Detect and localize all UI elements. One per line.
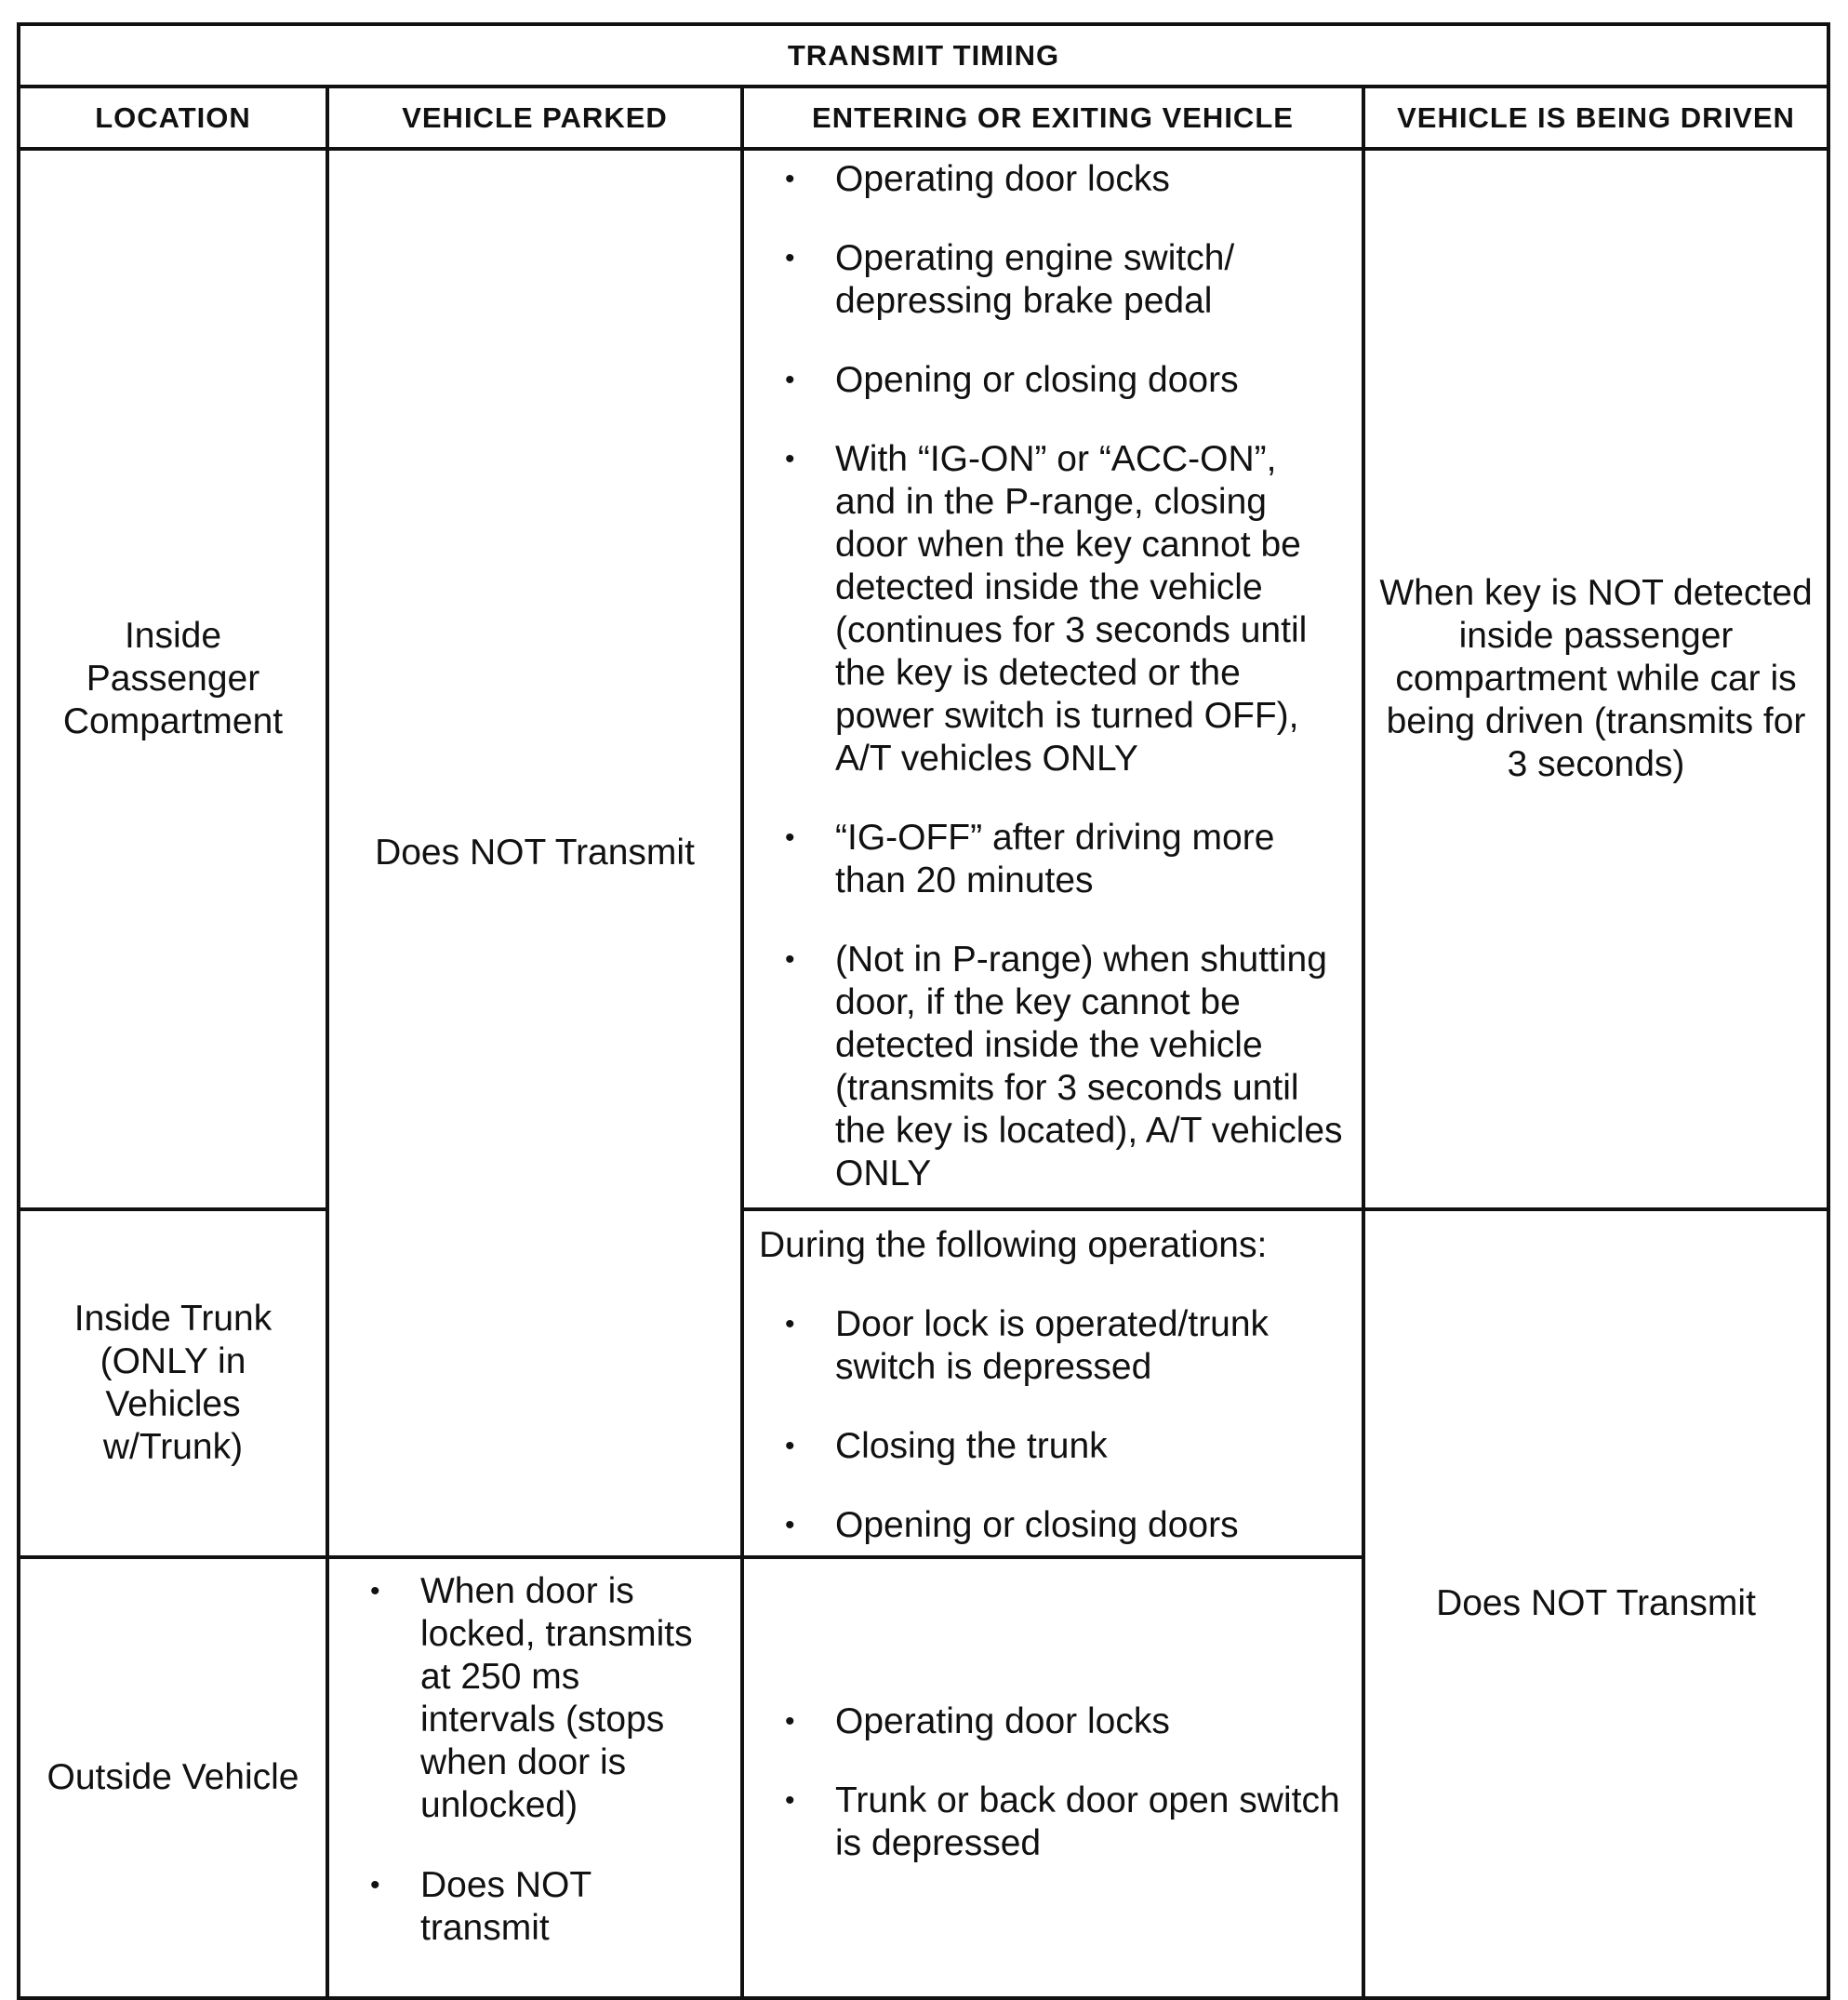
list-item: • When door is locked, transmits at 250 ms intervals (stops when door is unlocked) [420, 1570, 722, 1827]
header-entering-exiting: ENTERING OR EXITING VEHICLE [742, 87, 1363, 149]
parked-outside-list [329, 1570, 722, 1950]
list-item: • Door lock is operated/trunk switch is depressed [835, 1303, 1345, 1389]
list-item: • Does NOT transmit [420, 1864, 722, 1950]
parked-outside-cell [327, 1557, 742, 1998]
parked-does-not-transmit: Does NOT Transmit [327, 149, 742, 1557]
entering-outside-list [744, 1700, 1345, 1865]
location-outside-vehicle: Outside Vehicle [19, 1557, 327, 1998]
driven-does-not-transmit: Does NOT Transmit [1363, 1209, 1828, 1998]
trunk-intro-text: During the following operations: [759, 1225, 1268, 1265]
list-item: • Closing the trunk [835, 1425, 1345, 1468]
header-being-driven: VEHICLE IS BEING DRIVEN [1363, 87, 1828, 149]
list-item: • Trunk or back door open switch is depressed [835, 1780, 1345, 1865]
entering-trunk-list [744, 1303, 1345, 1547]
list-item: • Opening or closing doors [835, 1504, 1345, 1547]
driven-passenger-cell: When key is NOT detected inside passenger compartment while car is being driven (transmits for 3 seconds) [1363, 149, 1828, 1209]
location-passenger-compartment: Inside Passenger Compartment [19, 149, 327, 1209]
transmit-timing-table [17, 22, 1830, 2000]
list-item: • Operating door locks [835, 158, 1345, 201]
list-item: • “IG-OFF” after driving more than 20 minutes [835, 817, 1345, 902]
entering-trunk-cell [742, 1209, 1363, 1557]
header-location: LOCATION [19, 87, 327, 149]
location-inside-trunk: Inside Trunk (ONLY in Vehicles w/Trunk) [19, 1209, 327, 1557]
header-vehicle-parked: VEHICLE PARKED [327, 87, 742, 149]
entering-passenger-cell [742, 149, 1363, 1209]
list-item: • With “IG-ON” or “ACC-ON”, and in the P-range, closing door when the key cannot be detected inside the vehicle (continues for 3 seconds until the key is detected or the power switch is turned OFF), A/T vehicles ONLY [835, 438, 1345, 780]
entering-passenger-list [744, 158, 1345, 1195]
list-item: • (Not in P-range) when shutting door, if the key cannot be detected inside the vehicle (transmits for 3 seconds until the key is located), A/T vehicles ONLY [835, 939, 1345, 1195]
table-title: TRANSMIT TIMING [19, 24, 1828, 87]
list-item: • Operating door locks [835, 1700, 1345, 1743]
list-item: • Opening or closing doors [835, 359, 1345, 402]
entering-outside-cell [742, 1557, 1363, 1998]
list-item: • Operating engine switch/ depressing brake pedal [835, 237, 1345, 323]
